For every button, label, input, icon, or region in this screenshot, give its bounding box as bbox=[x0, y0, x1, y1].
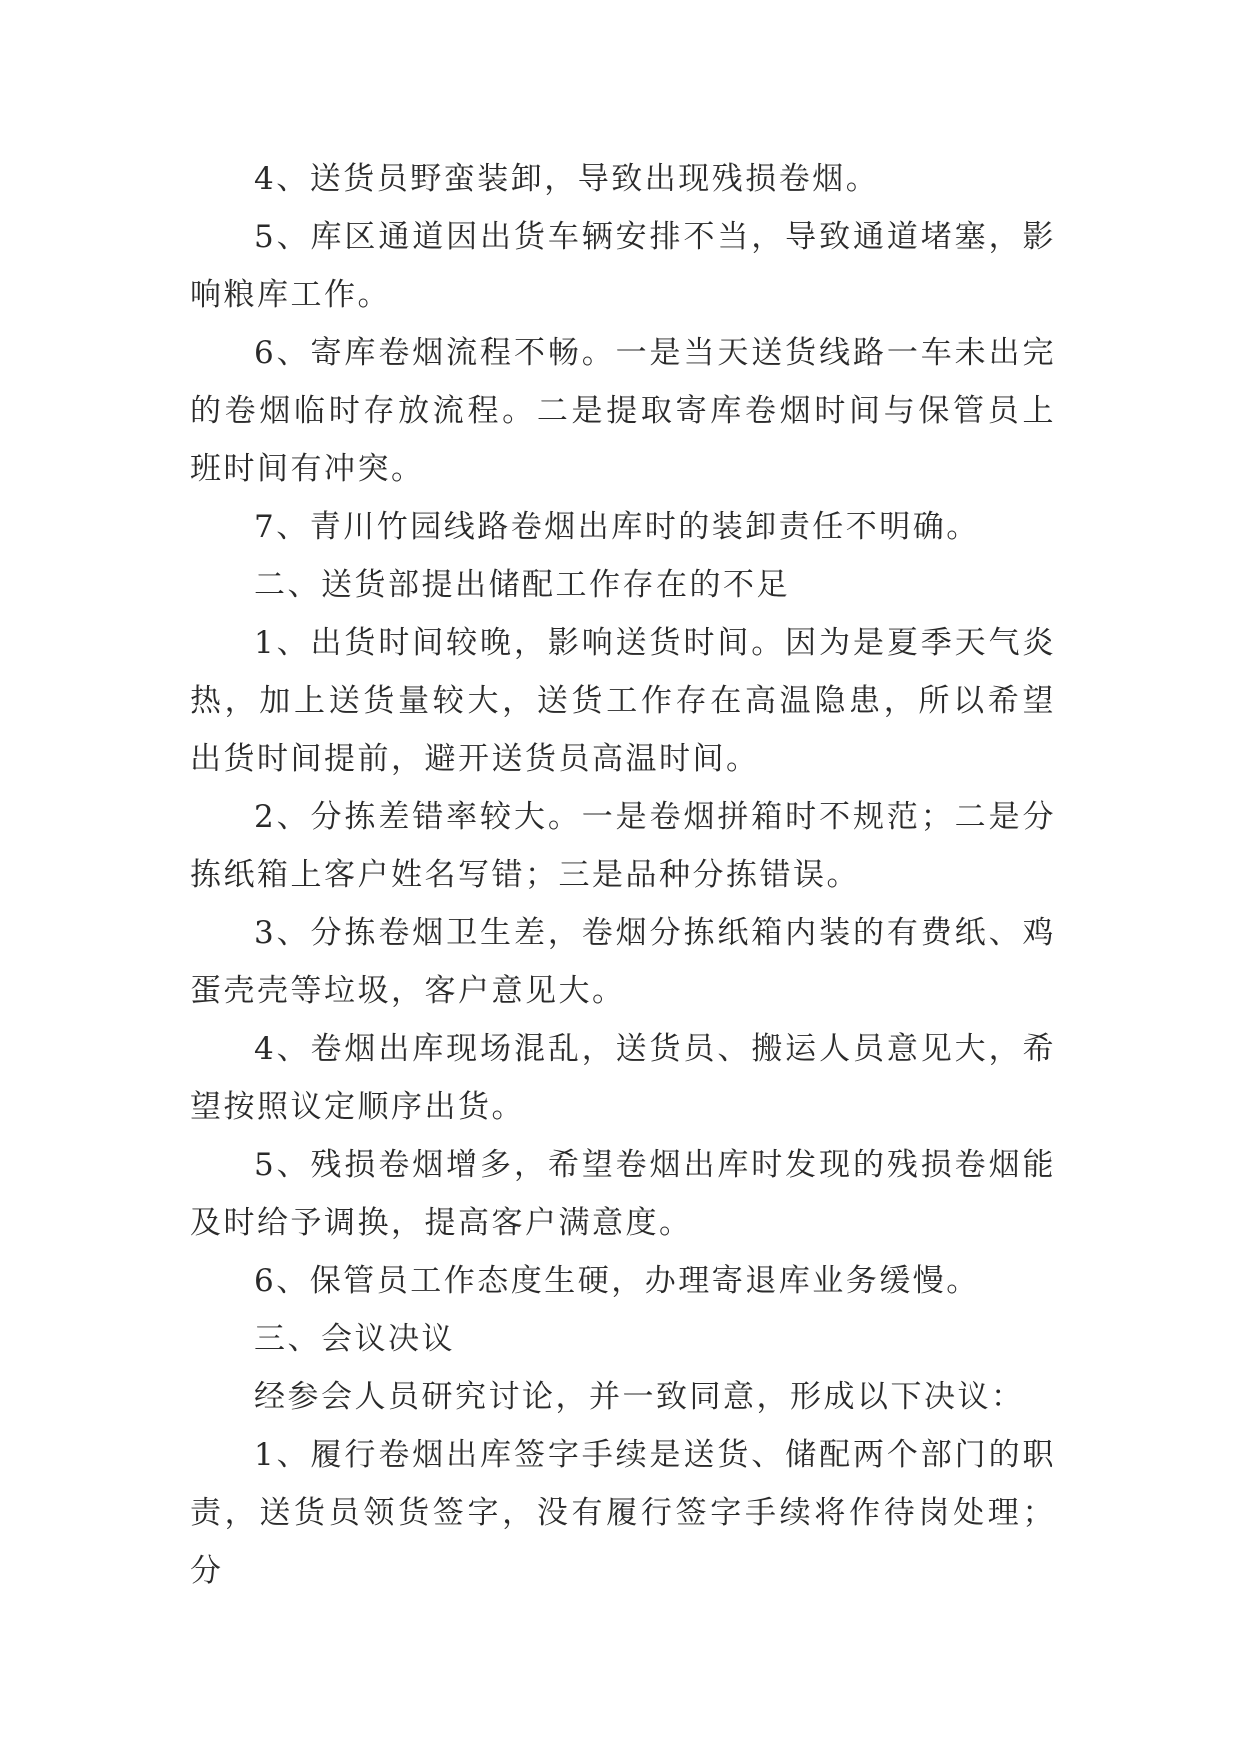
paragraph-item-6-staff-attitude: 6、保管员工作态度生硬，办理寄退库业务缓慢。 bbox=[254, 1263, 980, 1299]
paragraph-item-4-disorder: 4、卷烟出库现场混乱，送货员、搬运人员意见大，希望按照议定顺序出货。 bbox=[190, 1031, 1056, 1125]
paragraph-item-4-rough-handling: 4、送货员野蛮装卸，导致出现残损卷烟。 bbox=[254, 161, 880, 197]
paragraph-item-5-damaged-goods: 5、残损卷烟增多，希望卷烟出库时发现的残损卷烟能及时给予调换，提高客户满意度。 bbox=[190, 1147, 1056, 1241]
paragraph-resolution-intro: 经参会人员研究讨论，并一致同意，形成以下决议： bbox=[254, 1379, 1025, 1415]
paragraph-item-7-loading-responsibility: 7、青川竹园线路卷烟出库时的装卸责任不明确。 bbox=[254, 509, 980, 545]
section-heading-three: 三、会议决议 bbox=[254, 1321, 455, 1357]
paragraph-resolution-item-1: 1、履行卷烟出库签字手续是送货、储配两个部门的职责，送货员领货签字，没有履行签字手续将作待岗处理；分 bbox=[190, 1437, 1056, 1589]
section-heading-two: 二、送货部提出储配工作存在的不足 bbox=[254, 567, 790, 603]
paragraph-item-6-storage-process: 6、寄库卷烟流程不畅。一是当天送货线路一车未出完的卷烟临时存放流程。二是提取寄库卷烟时间与保管员上班时间有冲突。 bbox=[190, 335, 1056, 487]
paragraph-item-3-hygiene: 3、分拣卷烟卫生差，卷烟分拣纸箱内装的有费纸、鸡蛋壳壳等垃圾，客户意见大。 bbox=[190, 915, 1056, 1009]
document-body bbox=[190, 150, 1056, 1600]
paragraph-item-5-aisle-blocked: 5、库区通道因出货车辆安排不当，导致通道堵塞，影响粮库工作。 bbox=[190, 219, 1056, 313]
paragraph-item-1-late-shipping: 1、出货时间较晚，影响送货时间。因为是夏季天气炎热，加上送货量较大，送货工作存在高温隐患，所以希望出货时间提前，避开送货员高温时间。 bbox=[190, 625, 1056, 777]
paragraph-item-2-sorting-errors: 2、分拣差错率较大。一是卷烟拼箱时不规范；二是分拣纸箱上客户姓名写错；三是品种分拣错误。 bbox=[190, 799, 1056, 893]
